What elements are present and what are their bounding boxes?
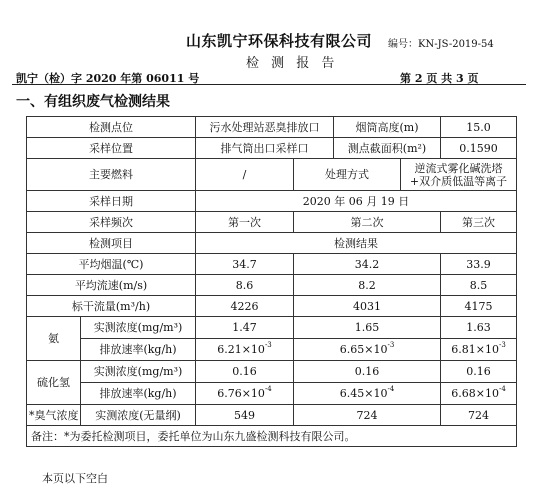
ammonia-rate-2: $6.65\times 10^{-3}$ [294,339,441,361]
table-row [27,383,517,405]
page-footer-note: 本页以下空白 [42,472,108,485]
stack-height-label: 烟筒高度(m) [334,117,441,138]
table-row [27,361,517,383]
company-name: 山东凯宁环保科技有限公司 [186,32,373,50]
treatment-label: 处理方式 [294,159,401,191]
treatment-line-1: 逆流式雾化碱洗塔 [414,161,503,175]
emission-rate-label: 排放速率(kg/h) [81,339,196,361]
sampling-date-value: 2020 年 06 月 19 日 [196,191,517,212]
report-title: 检 测 报 告 [246,56,339,71]
table-row [27,339,517,361]
table-row [27,117,517,138]
odor-2: 724 [294,405,441,426]
ammonia-conc-1: 1.47 [196,317,294,339]
flow-3: 4175 [441,296,517,317]
section-area-value: 0.1590 [441,138,517,159]
ammonia-rate-1: $6.21\times 10^{-3}$ [196,339,294,361]
frequency-1: 第一次 [196,212,294,233]
section-title: 一、有组织废气检测结果 [16,94,170,110]
temperature-1: 34.7 [196,254,294,275]
velocity-1: 8.6 [196,275,294,296]
velocity-2: 8.2 [294,275,441,296]
odor-1: 549 [196,405,294,426]
table-row [27,191,517,212]
section-area-label: 测点截面积(m²) [334,138,441,159]
document-number: 编号：KN-JS-2019-54 [388,39,494,50]
temperature-3: 33.9 [441,254,517,275]
table-row [27,138,517,159]
treatment-line-2: +双介质低温等离子 [409,174,508,188]
table-row [27,212,517,233]
frequency-3: 第三次 [441,212,517,233]
h2s-rate-1: $6.76\times 10^{-4}$ [196,383,294,405]
table-row [27,317,517,339]
sampling-position-label: 采样位置 [27,138,196,159]
report-reference-number: 凯宁（检）字 2020 年第 06011 号 [16,72,200,85]
flow-1: 4226 [196,296,294,317]
ammonia-conc-2: 1.65 [294,317,441,339]
h2s-conc-2: 0.16 [294,361,441,383]
concentration-label: 实测浓度(mg/m³) [81,361,196,383]
velocity-label: 平均流速(m/s) [27,275,196,296]
result-label: 检测结果 [196,233,517,254]
emission-results-table [26,116,517,447]
item-label: 检测项目 [27,233,196,254]
odor-3: 724 [441,405,517,426]
ammonia-label: 氨 [27,317,81,361]
sampling-position-value: 排气筒出口采样口 [196,138,334,159]
page-info: 第 2 页 共 3 页 [400,72,479,85]
ammonia-rate-3: $6.81\times 10^{-3}$ [441,339,517,361]
fuel-value: / [196,159,294,191]
concentration-label: 实测浓度(mg/m³) [81,317,196,339]
flow-2: 4031 [294,296,441,317]
temperature-label: 平均烟温(℃) [27,254,196,275]
frequency-label: 采样频次 [27,212,196,233]
sampling-date-label: 采样日期 [27,191,196,212]
emission-rate-label: 排放速率(kg/h) [81,383,196,405]
table-row [27,275,517,296]
site-value: 污水处理站恶臭排放口 [196,117,334,138]
h2s-rate-2: $6.45\times 10^{-4}$ [294,383,441,405]
site-label: 检测点位 [27,117,196,138]
h2s-conc-3: 0.16 [441,361,517,383]
temperature-2: 34.2 [294,254,441,275]
odor-concentration-label: 实测浓度(无量纲) [81,405,196,426]
fuel-label: 主要燃料 [27,159,196,191]
table-row [27,233,517,254]
velocity-3: 8.5 [441,275,517,296]
table-row [27,426,517,447]
table-row [27,405,517,426]
frequency-2: 第二次 [294,212,441,233]
table-note: 备注：*为委托检测项目，委托单位为山东九盛检测科技有限公司。 [27,426,517,447]
h2s-conc-1: 0.16 [196,361,294,383]
h2s-rate-3: $6.68\times 10^{-4}$ [441,383,517,405]
table-row [27,159,517,191]
header-divider [12,84,526,85]
ammonia-conc-3: 1.63 [441,317,517,339]
treatment-value [401,159,517,191]
odor-label: *臭气浓度 [27,405,81,426]
flow-label: 标干流量(m³/h) [27,296,196,317]
table-row [27,296,517,317]
h2s-label: 硫化氢 [27,361,81,405]
stack-height-value: 15.0 [441,117,517,138]
table-row [27,254,517,275]
